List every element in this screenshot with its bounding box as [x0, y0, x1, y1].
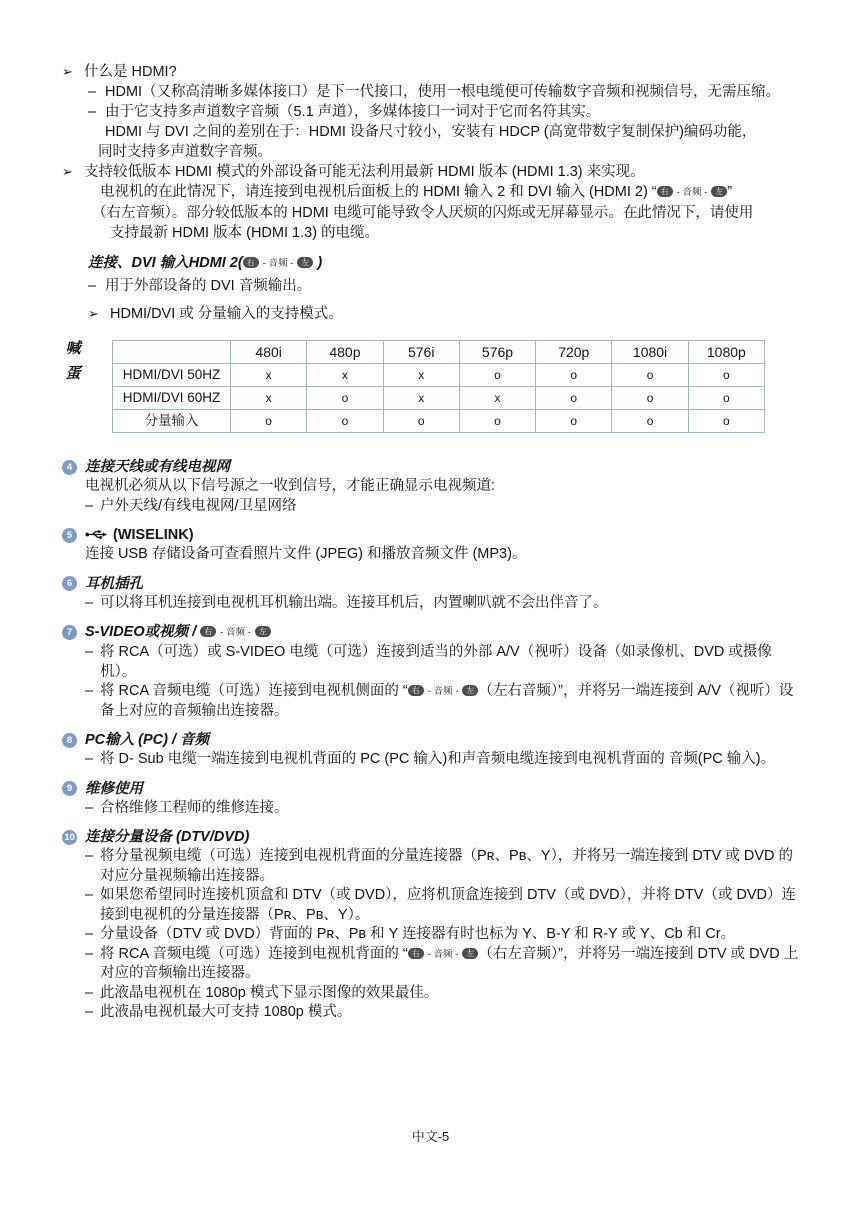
column-header: 576p — [459, 341, 535, 364]
item-number-badge: 8 — [62, 733, 77, 748]
bullet-text: 合格维修工程师的维修连接。 — [100, 799, 289, 816]
column-header: 576i — [383, 341, 459, 364]
hdmi-question-title: 什么是 HDMI? — [84, 64, 177, 80]
bullet-text: 将 RCA（可选）或 S-VIDEO 电缆（可选）连接到适当的外部 A/V（视听）设备（如录像机、DVD 或摄像机）。 — [100, 644, 772, 680]
arrow-icon: ➢ — [88, 306, 99, 321]
table-cell: o — [307, 387, 383, 410]
item-service — [62, 779, 806, 819]
item-title: 连接分量设备 (DTV/DVD) — [85, 829, 250, 845]
item-body — [62, 545, 806, 565]
audio-left-badge: 左 — [711, 186, 727, 197]
audio-right-badge: 右 — [657, 186, 673, 197]
dash-icon: – — [85, 984, 94, 1001]
item-wiselink — [62, 525, 806, 565]
item-number-badge: 10 — [62, 830, 77, 845]
audio-mid-label: - 音频 - — [220, 627, 251, 638]
table-cell: o — [383, 410, 459, 433]
table-side-label — [62, 336, 84, 386]
table-cell: x — [231, 387, 307, 410]
column-header: 720p — [536, 341, 612, 364]
item-number-badge: 5 — [62, 528, 77, 543]
item-svideo — [62, 622, 806, 721]
audio-left-badge: 左 — [462, 948, 478, 959]
hdmi-lowversion-line — [62, 162, 806, 182]
usb-icon — [85, 529, 108, 540]
body-text: 电视机必须从以下信号源之一收到信号，才能正确显示电视频道: — [85, 478, 496, 494]
dash-icon: – — [85, 594, 94, 611]
bullet-text — [100, 945, 806, 984]
item-antenna — [62, 457, 806, 516]
hdmi-note-line-4: 支持最新 HDMI 版本 (HDMI 1.3) 的电缆。 — [110, 225, 380, 241]
row-label: 分量输入 — [113, 410, 231, 433]
column-header: 1080p — [688, 341, 764, 364]
dvi-bullet-text: 用于外部设备的 DVI 音频输出。 — [105, 278, 312, 294]
table-cell: o — [612, 364, 688, 387]
table-row — [113, 410, 765, 433]
body-line — [85, 545, 806, 565]
item-number-badge: 4 — [62, 460, 77, 475]
supported-modes-line — [62, 304, 806, 324]
item-title-text: S-VIDEO或视频 / — [85, 624, 201, 640]
dvi-input-heading — [88, 253, 806, 274]
audio-right-badge: 右 — [200, 626, 216, 637]
hdmi-bullet-1 — [62, 82, 806, 102]
bullet-text-post: （右左音频）”，并将另一端连接到 DTV 或 DVD 上对应的音频输出连接器。 — [100, 945, 799, 981]
table-cell: o — [459, 364, 535, 387]
audio-right-badge: 右 — [408, 685, 424, 696]
item-body — [62, 847, 806, 1023]
hdmi-bullet-1-text: HDMI（又称高清晰多媒体接口）是下一代接口，使用一根电缆便可传输数字音频和视频信号，无需压缩。 — [105, 84, 781, 100]
item-head — [62, 525, 806, 545]
audio-left-badge: 左 — [255, 626, 271, 637]
item-headphone — [62, 574, 806, 614]
body-text: 连接 USB 存储设备可查看照片文件 (JPEG) 和播放音频文件 (MP3)。 — [85, 546, 527, 562]
table-row — [113, 364, 765, 387]
mode-support-table — [112, 340, 765, 433]
bullet-line — [85, 497, 806, 517]
dash-icon: – — [85, 683, 94, 699]
bullet-text: 可以将耳机连接到电视机耳机输出端。连接耳机后，内置喇叭就不会出伴音了。 — [100, 594, 608, 611]
dash-icon: – — [85, 848, 94, 864]
hdmi-note-line-2 — [62, 182, 806, 203]
closing-quote: ” — [727, 184, 733, 200]
bullet-line — [85, 799, 806, 819]
table-cell: o — [688, 410, 764, 433]
dash-icon: – — [85, 1004, 94, 1020]
bullet-text: 将 D- Sub 电缆一端连接到电视机背面的 PC (PC 输入)和声音频电缆连接到电视机背面的 音频(PC 输入)。 — [100, 751, 776, 767]
bullet-line — [85, 886, 806, 925]
dash-icon: – — [88, 84, 97, 100]
column-header: 480p — [307, 341, 383, 364]
table-cell: o — [459, 410, 535, 433]
item-number-badge: 7 — [62, 625, 77, 640]
item-title: PC输入 (PC) / 音频 — [85, 732, 210, 748]
column-header: 480i — [231, 341, 307, 364]
table-cell: x — [307, 364, 383, 387]
bullet-line — [85, 750, 806, 770]
bullet-text-pre: 将 RCA 音频电缆（可选）连接到电视机侧面的 “ — [100, 683, 408, 699]
hdmi-bullet-2 — [62, 102, 806, 122]
audio-mid-label: - 音频 - — [427, 686, 459, 697]
item-body — [62, 750, 806, 770]
table-cell: o — [536, 364, 612, 387]
dvi-bullet — [62, 276, 806, 296]
table-cell: x — [231, 364, 307, 387]
bullet-line — [85, 925, 806, 945]
audio-left-badge: 左 — [462, 685, 478, 696]
table-row — [113, 387, 765, 410]
table-cell: o — [612, 410, 688, 433]
item-title: 连接天线或有线电视网 — [85, 459, 230, 475]
hdmi-question-line — [62, 62, 806, 82]
table-cell: x — [459, 387, 535, 410]
hdmi-note-line-3: （右左音频）。部分较低版本的 HDMI 电缆可能导致令人厌烦的闪烁或无屏幕显示。在此情况下，请使用 — [92, 205, 754, 221]
audio-mid-label: - 音频 - — [427, 948, 459, 960]
dash-icon: – — [88, 278, 97, 294]
item-title: (WISELINK) — [113, 527, 194, 543]
audio-mid-label: - 音频 - — [676, 187, 708, 198]
table-cell: o — [688, 364, 764, 387]
dash-icon: – — [85, 497, 94, 514]
audio-left-badge: 左 — [297, 257, 313, 268]
row-label: HDMI/DVI 50HZ — [113, 364, 231, 387]
hdmi-lowversion-text: 支持较低版本 HDMI 模式的外部设备可能无法利用最新 HDMI 版本 (HDMI 1.3) 来实现。 — [84, 164, 645, 180]
dash-icon: – — [85, 799, 94, 816]
dvi-heading-text: 连接、DVI 输入HDMI 2( — [88, 255, 243, 271]
hdmi-bullet-2-text: 由于它支持多声道数字音频（5.1 声道），多媒体接口一词对于它而名符其实。 — [105, 104, 601, 120]
item-head — [62, 827, 806, 847]
table-cell: o — [612, 387, 688, 410]
table-cell: o — [307, 410, 383, 433]
bullet-text-pre: 将 RCA 音频电缆（可选）连接到电视机背面的 “ — [100, 945, 408, 962]
dash-icon: – — [85, 751, 94, 767]
bullet-text: 分量设备（DTV 或 DVD）背面的 Pʀ、Pʙ 和 Y 连接器有时也标为 Y、B-Y 和 R-Y 或 Y、Cb 和 Cr。 — [100, 926, 736, 942]
page-number: 中文-5 — [411, 1129, 450, 1144]
bullet-line — [85, 594, 806, 614]
side-label-top: 喊 — [65, 340, 81, 357]
item-head — [62, 779, 806, 799]
item-body — [62, 799, 806, 819]
bullet-text: 将分量视频电缆（可选）连接到电视机背面的分量连接器（Pʀ、Pʙ、Y），并将另一端连接到 DTV 或 DVD 的对应分量视频输出连接器。 — [100, 848, 794, 884]
table-cell: o — [688, 387, 764, 410]
item-body — [62, 477, 806, 516]
item-title — [85, 622, 271, 643]
item-body — [62, 594, 806, 614]
bullet-text — [100, 682, 806, 721]
item-pc — [62, 730, 806, 770]
dash-icon: – — [85, 926, 94, 942]
side-label-bottom: 蛋 — [65, 365, 81, 382]
item-number-badge: 6 — [62, 576, 77, 591]
table-cell: o — [536, 410, 612, 433]
item-body — [62, 643, 806, 721]
item-component — [62, 827, 806, 1023]
dash-icon: – — [85, 644, 94, 660]
bullet-text-post: （左右音频）”，并将另一端连接到 A/V（视听）设备上对应的音频输出连接器。 — [100, 683, 794, 719]
bullet-line — [85, 984, 806, 1004]
table-cell: x — [383, 364, 459, 387]
item-title: 维修使用 — [85, 780, 143, 797]
page-content — [62, 62, 806, 1032]
bullet-line — [85, 682, 806, 721]
bullet-text: 户外天线/有线电视网/卫星网络 — [100, 497, 297, 514]
body-line — [85, 477, 806, 497]
table-corner-cell — [113, 341, 231, 364]
bullet-line — [85, 945, 806, 984]
arrow-icon: ➢ — [62, 64, 73, 79]
bullet-line — [85, 1003, 806, 1023]
hdmi-note-line-2-text: 电视机的在此情况下，请连接到电视机后面板上的 HDMI 输入 2 和 DVI 输入 (HDMI 2) “ — [100, 184, 657, 200]
dash-icon: – — [88, 104, 97, 120]
audio-right-badge: 右 — [408, 948, 424, 959]
table-cell: o — [231, 410, 307, 433]
audio-mid-label: - 音频 - — [262, 258, 294, 269]
dash-icon: – — [85, 887, 94, 903]
bullet-text: 此液晶电视机最大可支持 1080p 模式。 — [100, 1004, 352, 1020]
column-header: 1080i — [612, 341, 688, 364]
row-label: HDMI/DVI 60HZ — [113, 387, 231, 410]
table-cell: x — [383, 387, 459, 410]
item-head — [62, 574, 806, 594]
numbered-items — [62, 457, 806, 1023]
bullet-line — [85, 643, 806, 682]
hdmi-bullet-2-cont-2: 同时支持多声道数字音频。 — [98, 144, 272, 160]
dvi-heading-close: ) — [313, 255, 323, 271]
arrow-icon: ➢ — [62, 164, 73, 179]
item-head — [62, 730, 806, 750]
supported-modes-text: HDMI/DVI 或 分量输入的支持模式。 — [110, 306, 343, 322]
hdmi-bullet-2-cont-1: HDMI 与 DVI 之间的差别在于：HDMI 设备尺寸较小，安装有 HDCP (高宽带数字复制保护)编码功能， — [105, 124, 757, 140]
item-title: 耳机插孔 — [85, 575, 143, 592]
audio-right-badge: 右 — [243, 257, 259, 268]
dash-icon: – — [85, 945, 94, 962]
mode-table-wrap — [65, 340, 806, 433]
bullet-text: 此液晶电视机在 1080p 模式下显示图像的效果最佳。 — [100, 984, 439, 1001]
item-number-badge: 9 — [62, 781, 77, 796]
item-head — [62, 457, 806, 477]
bullet-text: 如果您希望同时连接机顶盒和 DTV（或 DVD），应将机顶盒连接到 DTV（或 DVD），并将 DTV（或 DVD）连接到电视机的分量连接器（Pʀ、Pʙ、Y）。 — [100, 887, 797, 923]
bullet-line — [85, 847, 806, 886]
table-header-row — [113, 341, 765, 364]
item-head — [62, 622, 806, 643]
table-cell: o — [536, 387, 612, 410]
